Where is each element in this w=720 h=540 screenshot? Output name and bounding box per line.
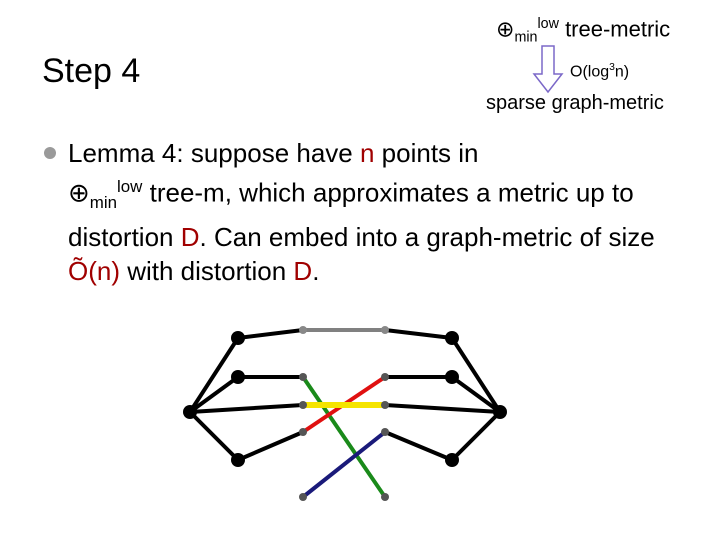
graph-node-small bbox=[381, 428, 389, 436]
edge-green bbox=[303, 377, 385, 497]
graph-node bbox=[183, 405, 197, 419]
target-metric-label: sparse graph-metric bbox=[486, 92, 664, 114]
lemma-distortion-1: D bbox=[180, 221, 200, 252]
edge bbox=[190, 377, 238, 412]
lemma-part1: suppose have bbox=[183, 138, 360, 168]
graph-node bbox=[231, 370, 245, 384]
graph-node-small bbox=[381, 401, 389, 409]
edge-navy bbox=[303, 432, 385, 497]
lemma-sup: low bbox=[117, 177, 143, 196]
graph-node bbox=[231, 331, 245, 345]
graph-node-small bbox=[299, 428, 307, 436]
lemma-sub: min bbox=[89, 192, 118, 212]
lemma-n: n bbox=[359, 138, 375, 168]
edge bbox=[190, 405, 303, 412]
source-metric-sub: min bbox=[514, 29, 538, 46]
graph-node bbox=[231, 453, 245, 467]
lemma-part2: points in bbox=[374, 138, 479, 168]
lemma-colon: : bbox=[176, 138, 184, 168]
graph-node bbox=[445, 370, 459, 384]
lemma-label: Lemma 4 bbox=[68, 138, 177, 168]
graph-node-small bbox=[381, 493, 389, 501]
arrow-label-prefix: O(log bbox=[570, 63, 610, 81]
edge bbox=[238, 432, 303, 460]
graph-node-small bbox=[299, 493, 307, 501]
source-metric-sup: low bbox=[537, 16, 559, 32]
oplus-symbol: ⊕ bbox=[496, 16, 515, 42]
graph-node bbox=[493, 405, 507, 419]
graph-node-small bbox=[299, 326, 307, 334]
graph-node bbox=[445, 331, 459, 345]
graph-node-small bbox=[299, 401, 307, 409]
graph-node bbox=[445, 453, 459, 467]
edge bbox=[452, 377, 500, 412]
lemma-part4: . Can embed into a graph-metric of size bbox=[199, 221, 655, 252]
graph-node-small bbox=[299, 373, 307, 381]
lemma-part6: . bbox=[312, 255, 320, 286]
arrow-label-sup: 3 bbox=[609, 62, 615, 73]
edge bbox=[385, 432, 452, 460]
edge bbox=[385, 405, 500, 412]
edge bbox=[452, 412, 500, 460]
edge bbox=[238, 330, 303, 338]
lemma-distortion-2: D bbox=[293, 255, 313, 286]
edge bbox=[452, 338, 500, 412]
source-metric-text: tree-metric bbox=[565, 16, 671, 42]
lemma-part3: tree-m, which approximates a metric up to distortion bbox=[68, 177, 634, 252]
graph-node-small bbox=[381, 373, 389, 381]
lemma-size: Õ(n) bbox=[68, 255, 120, 286]
arrow-label-suffix: n) bbox=[614, 63, 630, 81]
edge bbox=[190, 412, 238, 460]
edge bbox=[385, 330, 452, 338]
lemma-part5: with distortion bbox=[120, 255, 294, 286]
graph-node-small bbox=[381, 326, 389, 334]
lemma-oplus: ⊕ bbox=[68, 177, 90, 208]
page-title: Step 4 bbox=[42, 52, 141, 90]
edge bbox=[190, 338, 238, 412]
